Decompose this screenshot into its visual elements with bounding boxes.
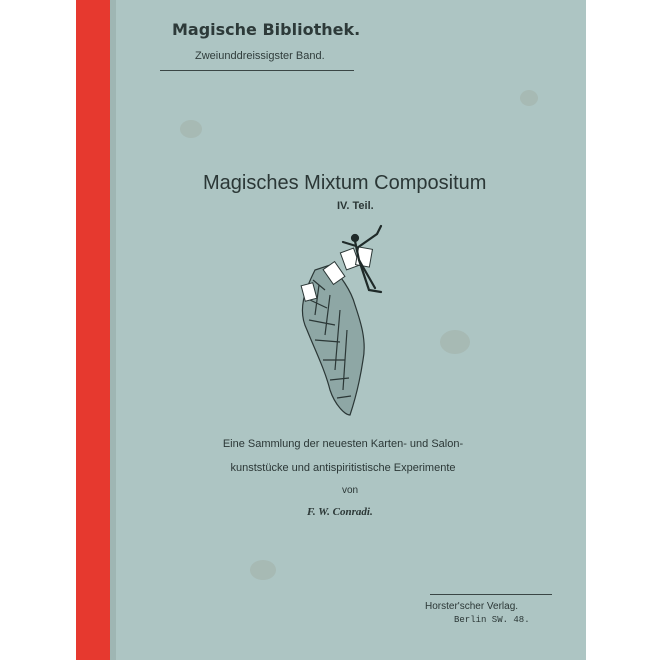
stain-mark xyxy=(250,560,276,580)
stain-mark xyxy=(180,120,202,138)
author-name: F. W. Conradi. xyxy=(307,506,373,518)
top-rule xyxy=(160,70,354,71)
description-line-1: Eine Sammlung der neuesten Karten- und Salon- xyxy=(222,438,464,450)
red-spine xyxy=(76,0,110,660)
description-line-2: kunststücke und antispiritistische Experimente xyxy=(230,462,456,474)
series-title: Magische Bibliothek. xyxy=(172,20,361,39)
main-title: Magisches Mixtum Compositum xyxy=(203,172,487,194)
stain-mark xyxy=(520,90,538,106)
stain-mark xyxy=(440,330,470,354)
series-volume: Zweiunddreissigster Band. xyxy=(195,50,325,62)
part-label: IV. Teil. xyxy=(337,200,374,212)
by-label: von xyxy=(342,485,359,496)
publisher-city: Berlin SW. 48. xyxy=(454,615,530,625)
publisher-name: Horster'scher Verlag. xyxy=(425,601,519,612)
publisher-rule xyxy=(430,594,552,595)
magician-vignette-illustration xyxy=(285,220,405,420)
